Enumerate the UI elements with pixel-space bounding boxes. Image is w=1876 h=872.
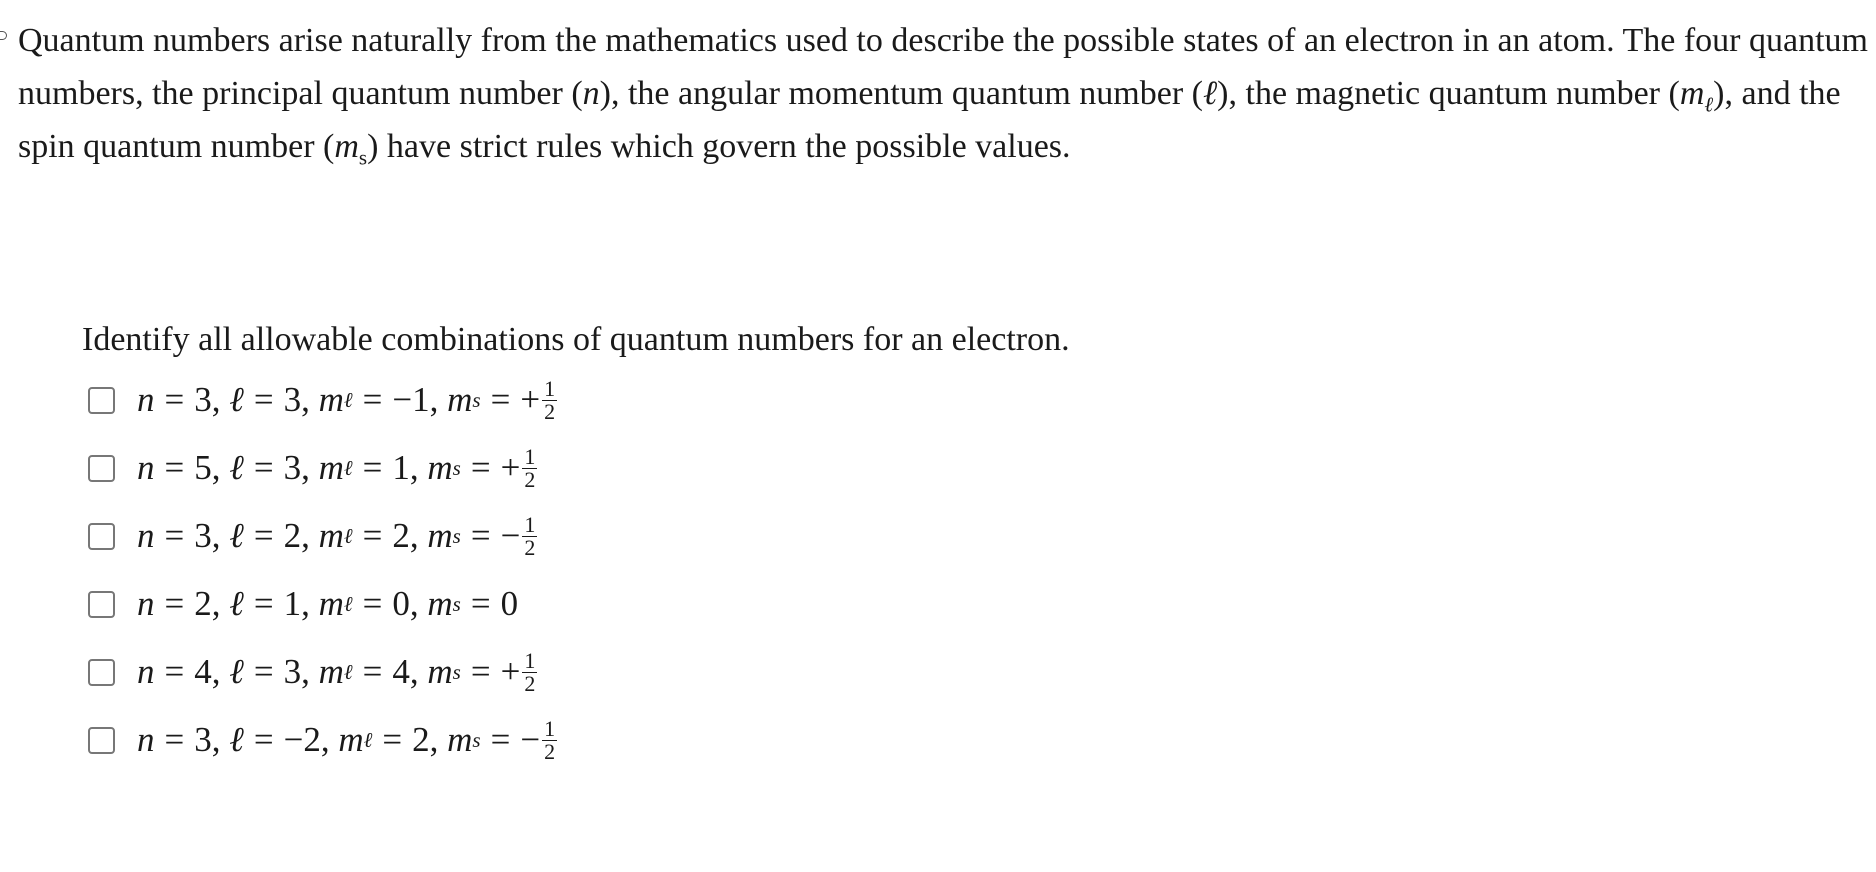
equals: = — [382, 720, 403, 759]
fraction-numerator: 1 — [544, 715, 556, 741]
ml-value: 4, — [392, 652, 419, 691]
ml-subscript: ℓ — [1704, 92, 1714, 117]
intro-paragraph — [18, 14, 1870, 173]
n-value: 5, — [194, 448, 221, 487]
answer-option[interactable] — [88, 638, 557, 706]
n-symbol: n — [137, 448, 155, 487]
equals: = — [253, 652, 274, 691]
l-symbol: ℓ — [229, 720, 244, 759]
n-value: 3, — [194, 720, 221, 759]
ml-value: 2, — [392, 516, 419, 555]
ms-sign: + — [520, 380, 541, 419]
equals: = — [164, 720, 185, 759]
checkbox[interactable] — [88, 727, 115, 754]
l-symbol: ℓ — [229, 516, 244, 555]
ml-value: 1, — [392, 448, 419, 487]
equals: = — [470, 516, 491, 555]
edge-marker — [0, 31, 7, 40]
ms-symbol: m — [427, 516, 453, 555]
checkbox[interactable] — [88, 455, 115, 482]
fraction-numerator: 1 — [544, 375, 556, 401]
ml-symbol: m — [318, 516, 344, 555]
quantum-expression: n = 2, ℓ = 1, m ℓ = 0, m s = 0 — [137, 584, 519, 623]
equals: = — [253, 448, 274, 487]
equals: = — [470, 652, 491, 691]
ms-symbol: m — [427, 652, 453, 691]
quantum-expression: n = 3, ℓ = −2, m ℓ = 2, m s = − $\frac{1}{2}$ — [137, 715, 556, 764]
intro-text: ), the angular momentum quantum number ( — [599, 75, 1203, 112]
n-symbol: n — [582, 75, 600, 112]
fraction-denominator: 2 — [524, 466, 536, 492]
l-symbol: ℓ — [229, 448, 244, 487]
n-value: 4, — [194, 652, 221, 691]
ms-symbol: m — [447, 720, 473, 759]
fraction-denominator: 2 — [544, 398, 556, 424]
ms-sign: + — [500, 448, 521, 487]
equals: = — [362, 448, 383, 487]
ms-symbol: m — [447, 380, 473, 419]
fraction-numerator: 1 — [524, 647, 536, 673]
l-value: 3, — [283, 380, 310, 419]
equals: = — [362, 584, 383, 623]
equals: = — [164, 448, 185, 487]
l-symbol: ℓ — [229, 380, 244, 419]
l-value: 1, — [283, 584, 310, 623]
equals: = — [470, 584, 491, 623]
equals: = — [490, 380, 511, 419]
intro-text: Quantum numbers arise naturally from the mathematics used to describe the possible states of an electron in an atom. The four quantum numbers, the principal quantum number ( — [18, 22, 1868, 112]
l-value: 3, — [283, 448, 310, 487]
fraction-denominator: 2 — [524, 534, 536, 560]
ms-sign: + — [500, 652, 521, 691]
ml-symbol: m — [318, 652, 344, 691]
answer-option[interactable] — [88, 434, 557, 502]
intro-text: ), and the spin quantum number ( — [18, 75, 1841, 165]
ms-fraction — [522, 511, 537, 560]
equals: = — [362, 652, 383, 691]
quantum-expression: n = 3, ℓ = 3, m ℓ = −1, m s = + $\frac{1}{2}$ — [137, 375, 556, 424]
fraction-denominator: 2 — [524, 670, 536, 696]
n-symbol: n — [137, 652, 155, 691]
l-symbol: ℓ — [229, 652, 244, 691]
n-symbol: n — [137, 584, 155, 623]
question-prompt: Identify all allowable combinations of quantum numbers for an electron. — [82, 321, 1070, 358]
ms-fraction — [522, 647, 537, 696]
equals: = — [164, 652, 185, 691]
ml-symbol: m — [318, 584, 344, 623]
checkbox[interactable] — [88, 591, 115, 618]
ml-value: 2, — [412, 720, 439, 759]
answer-option[interactable] — [88, 706, 557, 774]
ml-value: 0, — [392, 584, 419, 623]
fraction-denominator: 2 — [544, 738, 556, 764]
ms-symbol: m — [427, 448, 453, 487]
n-value: 3, — [194, 380, 221, 419]
quantum-expression: n = 4, ℓ = 3, m ℓ = 4, m s = + $\frac{1}{2}$ — [137, 647, 536, 696]
ml-symbol: m — [318, 380, 344, 419]
ml-symbol: m — [318, 448, 344, 487]
equals: = — [253, 380, 274, 419]
answer-options — [88, 366, 557, 774]
answer-option[interactable] — [88, 570, 557, 638]
ms-value: 0 — [500, 584, 519, 623]
answer-option[interactable] — [88, 366, 557, 434]
equals: = — [253, 584, 274, 623]
equals: = — [164, 380, 185, 419]
equals: = — [362, 516, 383, 555]
ml-symbol: m — [1679, 75, 1705, 112]
l-value: 2, — [283, 516, 310, 555]
ms-fraction — [542, 375, 557, 424]
n-symbol: n — [137, 516, 155, 555]
ms-subscript: s — [358, 145, 368, 170]
fraction-numerator: 1 — [524, 511, 536, 537]
ms-sign: − — [500, 516, 521, 555]
equals: = — [253, 720, 274, 759]
n-value: 3, — [194, 516, 221, 555]
ms-fraction — [542, 715, 557, 764]
intro-text: ), the magnetic quantum number ( — [1217, 75, 1680, 112]
checkbox[interactable] — [88, 659, 115, 686]
equals: = — [490, 720, 511, 759]
checkbox[interactable] — [88, 523, 115, 550]
equals: = — [253, 516, 274, 555]
n-value: 2, — [194, 584, 221, 623]
ml-symbol: m — [338, 720, 364, 759]
ms-symbol: m — [334, 128, 359, 165]
quantum-expression: n = 3, ℓ = 2, m ℓ = 2, m s = − $\frac{1}{2}$ — [137, 511, 536, 560]
checkbox[interactable] — [88, 387, 115, 414]
n-symbol: n — [137, 720, 155, 759]
equals: = — [164, 584, 185, 623]
fraction-numerator: 1 — [524, 443, 536, 469]
equals: = — [470, 448, 491, 487]
ms-symbol: m — [427, 584, 453, 623]
equals: = — [164, 516, 185, 555]
l-value: 3, — [283, 652, 310, 691]
l-symbol: ℓ — [1203, 75, 1218, 112]
n-symbol: n — [137, 380, 155, 419]
answer-option[interactable] — [88, 502, 557, 570]
quantum-expression: n = 5, ℓ = 3, m ℓ = 1, m s = + $\frac{1}{2}$ — [137, 443, 536, 492]
ms-sign: − — [520, 720, 541, 759]
intro-text: ) have strict rules which govern the possible values. — [367, 128, 1071, 165]
ms-fraction — [522, 443, 537, 492]
ml-value: −1, — [392, 380, 439, 419]
l-value: −2, — [283, 720, 330, 759]
l-symbol: ℓ — [229, 584, 244, 623]
equals: = — [362, 380, 383, 419]
